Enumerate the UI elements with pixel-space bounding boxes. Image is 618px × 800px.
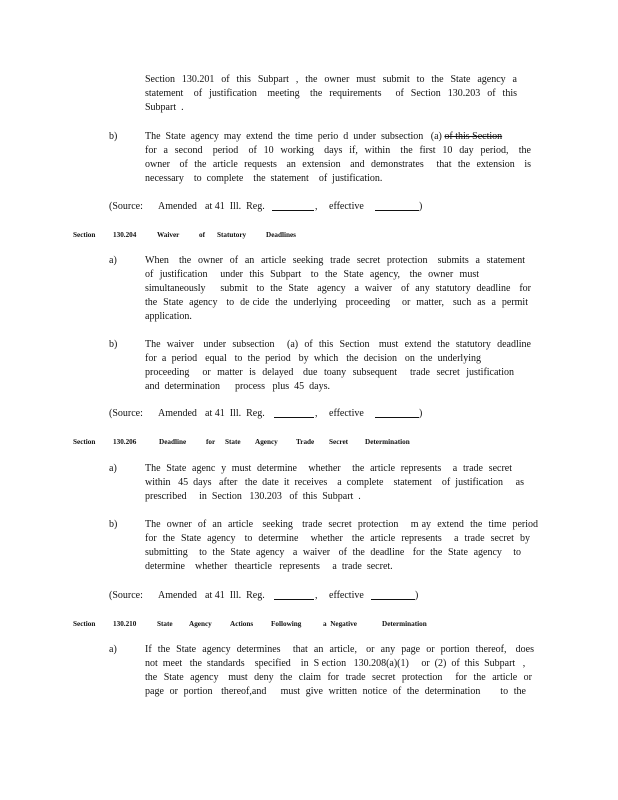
text-line: prescribed in Section 130.203 of this Subpart . bbox=[145, 491, 361, 502]
source-effective: effective bbox=[329, 590, 364, 601]
reg-blank bbox=[274, 590, 314, 600]
text-line: statement of justification meeting the requirements of Section 130.203 of this bbox=[145, 88, 517, 99]
section-word: Section bbox=[73, 231, 96, 239]
section-number: 130.206 bbox=[113, 438, 137, 446]
effective-blank bbox=[375, 408, 419, 418]
text-line: simultaneously submit to the State agency a waiver of any statutory deadline for bbox=[145, 283, 531, 294]
title-word: Trade bbox=[296, 438, 315, 446]
reg-blank bbox=[272, 201, 314, 211]
title-word: State bbox=[225, 438, 241, 446]
source-reg: at 41 Ill. Reg. bbox=[205, 408, 265, 419]
text-line: for a second period of 10 working days if, within the first 10 day period, the bbox=[145, 145, 531, 156]
title-word: Statutory bbox=[217, 231, 247, 239]
source-reg: at 41 Ill. Reg. bbox=[205, 201, 265, 212]
text-line: The owner of an article seeking trade secret protection m ay extend the time period bbox=[145, 519, 538, 530]
source-note bbox=[109, 200, 439, 214]
source-amended: Amended bbox=[158, 201, 197, 212]
source-label: (Source: bbox=[109, 408, 143, 419]
text-line: The waiver under subsection (a) of this Section must extend the statutory deadline bbox=[145, 339, 531, 350]
text-line: and determination process plus 45 days. bbox=[145, 381, 330, 392]
source-label: (Source: bbox=[109, 201, 143, 212]
text-line: Section 130.201 of this Subpart , the owner must submit to the State agency a bbox=[145, 74, 517, 85]
source-label: (Source: bbox=[109, 590, 143, 601]
title-word: Actions bbox=[230, 620, 254, 628]
title-word: Deadlines bbox=[266, 231, 296, 239]
item-label: a) bbox=[109, 463, 117, 474]
source-comma: , bbox=[315, 408, 318, 419]
title-word: Determination bbox=[365, 438, 410, 446]
source-comma: , bbox=[315, 201, 318, 212]
source-close: ) bbox=[419, 201, 423, 212]
source-comma: , bbox=[315, 590, 318, 601]
text-line: the State agency to de cide the underlying proceeding or matter, such as a permit bbox=[145, 297, 528, 308]
item-label: a) bbox=[109, 255, 117, 266]
title-word: Deadline bbox=[159, 438, 187, 446]
source-note bbox=[109, 407, 439, 421]
source-amended: Amended bbox=[158, 590, 197, 601]
text-line: If the State agency determines that an article, or any page or portion thereof, does bbox=[145, 644, 534, 655]
text-line: within 45 days after the date it receives a complete statement of justification as bbox=[145, 477, 524, 488]
text-segment: The State agency may extend the time perio d under subsection (a) bbox=[145, 131, 445, 142]
source-amended: Amended bbox=[158, 408, 197, 419]
title-word: State bbox=[157, 620, 173, 628]
source-effective: effective bbox=[329, 408, 364, 419]
item-label: b) bbox=[109, 519, 118, 530]
text-line: of justification under this Subpart to the State agency, the owner must bbox=[145, 269, 479, 280]
title-word: Determination bbox=[382, 620, 427, 628]
text-line: The State agenc y must determine whether the article represents a trade secret bbox=[145, 463, 512, 474]
effective-blank bbox=[371, 590, 415, 600]
item-label: a) bbox=[109, 644, 117, 655]
text-line: proceeding or matter is delayed due toany subsequent trade secret justification bbox=[145, 367, 514, 378]
source-reg: at 41 Ill. Reg. bbox=[205, 590, 265, 601]
text-line: for the State agency to determine whether the article represents a trade secret by bbox=[145, 533, 530, 544]
source-close: ) bbox=[419, 408, 423, 419]
item-label: b) bbox=[109, 131, 118, 142]
item-label: b) bbox=[109, 339, 118, 350]
title-word: a Negative bbox=[323, 620, 357, 628]
text-line: submitting to the State agency a waiver of the deadline for the State agency to bbox=[145, 547, 521, 558]
title-word: of bbox=[199, 231, 205, 239]
text-line: not meet the standards specified in S ection 130.208(a)(1) or (2) of this Subpart , bbox=[145, 658, 526, 669]
title-word: for bbox=[206, 438, 216, 446]
reg-blank bbox=[274, 408, 314, 418]
text-line: When the owner of an article seeking trade secret protection submits a statement bbox=[145, 255, 525, 266]
title-word: Agency bbox=[189, 620, 212, 628]
title-word: Agency bbox=[255, 438, 278, 446]
text-line: page or portion thereof,and must give written notice of the determination to the bbox=[145, 686, 526, 697]
text-line bbox=[145, 130, 541, 144]
text-line: for a period equal to the period by which the decision on the underlying bbox=[145, 353, 481, 364]
section-word: Section bbox=[73, 620, 96, 628]
struck-text: of this Section bbox=[444, 131, 503, 142]
text-line: necessary to complete the statement of justification. bbox=[145, 173, 383, 184]
text-line: the State agency must deny the claim for trade secret protection for the article or bbox=[145, 672, 532, 683]
title-word: Secret bbox=[329, 438, 349, 446]
title-word: Waiver bbox=[157, 231, 180, 239]
text-line: determine whether thearticle represents a trade secret. bbox=[145, 561, 393, 572]
source-effective: effective bbox=[329, 201, 364, 212]
section-number: 130.210 bbox=[113, 620, 137, 628]
section-word: Section bbox=[73, 438, 96, 446]
text-line: application. bbox=[145, 311, 192, 322]
source-close: ) bbox=[415, 590, 419, 601]
text-line: Subpart . bbox=[145, 102, 184, 113]
title-word: Following bbox=[271, 620, 302, 628]
effective-blank bbox=[375, 201, 419, 211]
section-number: 130.204 bbox=[113, 231, 137, 239]
text-line: owner of the article requests an extension and demonstrates that the extension is bbox=[145, 159, 531, 170]
source-note bbox=[109, 589, 439, 603]
